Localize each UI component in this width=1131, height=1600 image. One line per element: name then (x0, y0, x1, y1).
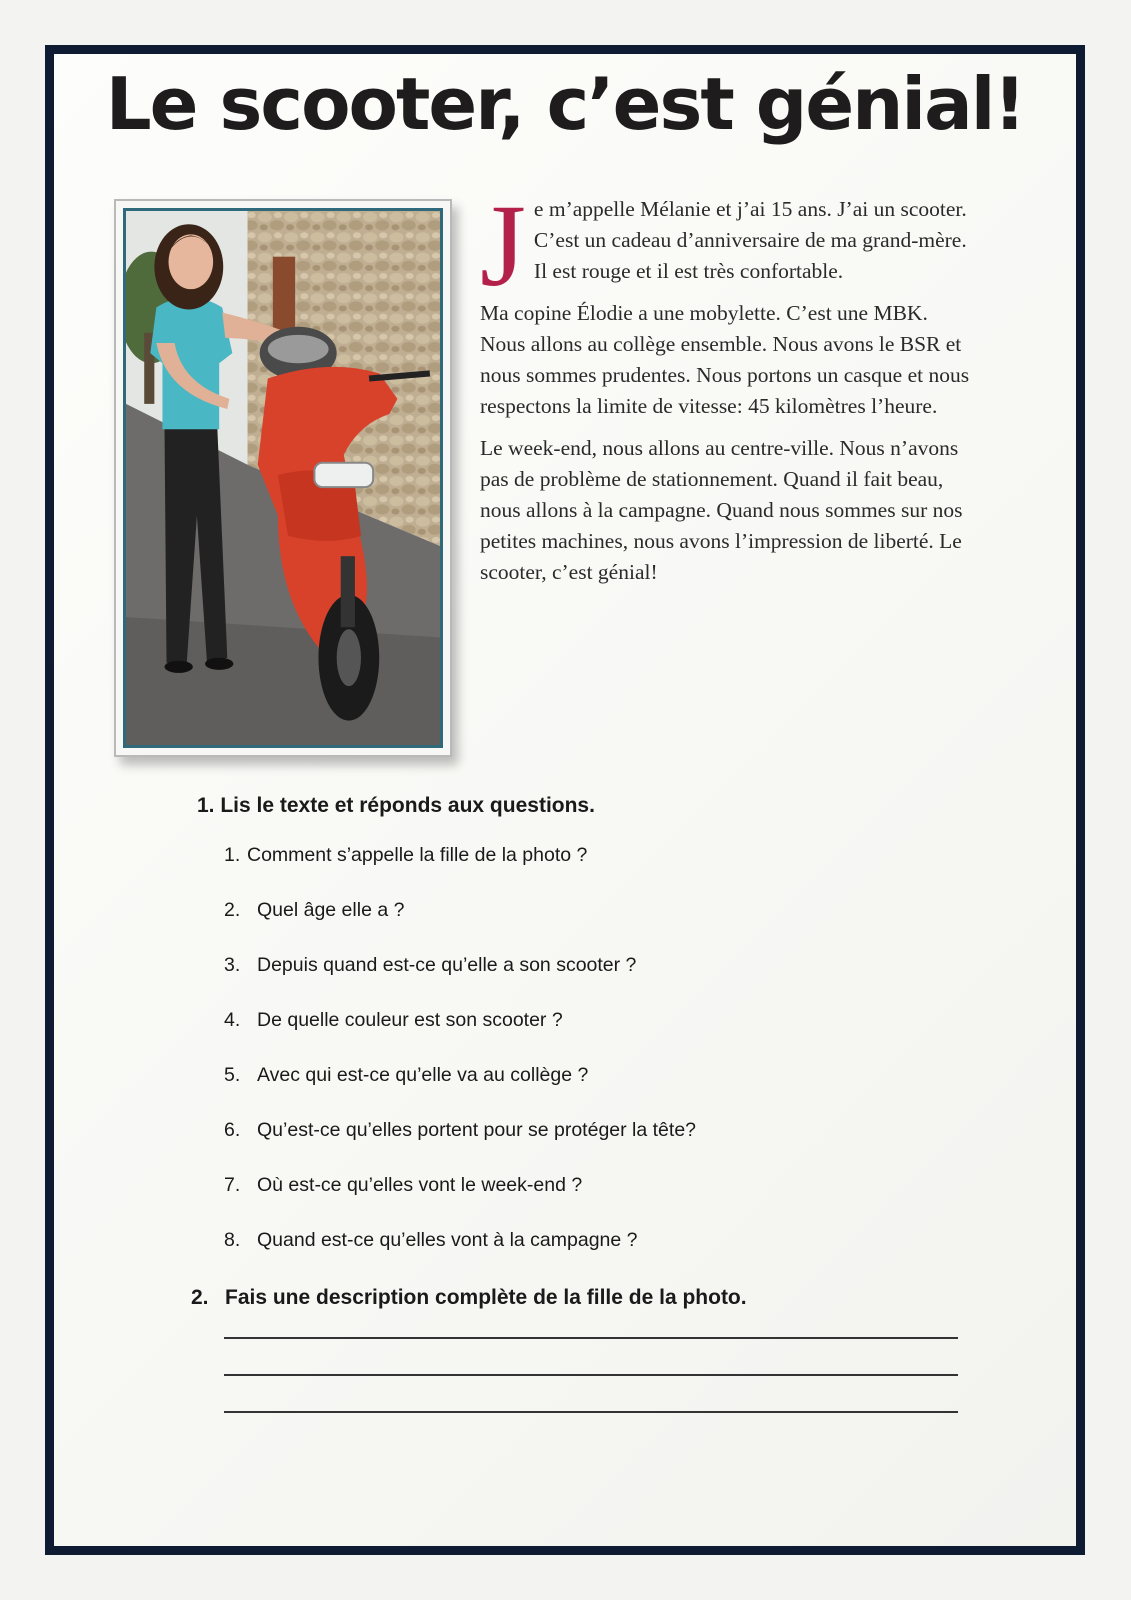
article-paragraph-1 (480, 180, 970, 311)
scooter-photo-illustration (126, 211, 440, 745)
question-item (224, 954, 696, 1009)
exercise-1-title: 1. Lis le texte et réponds aux questions. (197, 794, 595, 817)
question-text: Où est-ce qu’elles vont le week-end ? (257, 1174, 583, 1196)
article-paragraph-2: Ma copine Élodie a une mobylette. C’est une MBK. Nous allons au collège ensemble. Nous avons le BSR et nous sommes prudentes. Nous portons un casque et nous respectons la limite de vitesse: 45 kilomètres l’heure. (480, 301, 970, 418)
exercise-2-title (191, 1286, 747, 1310)
question-number: 5. (224, 1064, 241, 1086)
question-item (224, 844, 696, 899)
question-number: 7. (224, 1174, 241, 1196)
exercise-1-questions (224, 844, 696, 1284)
question-item (224, 1229, 696, 1284)
worksheet-page (45, 45, 1085, 1555)
question-item (224, 899, 696, 954)
question-text: Comment s’appelle la fille de la photo ? (247, 844, 588, 866)
page-title: Le scooter, c’est génial! (105, 62, 1025, 146)
question-number: 3. (224, 954, 241, 976)
question-item (224, 1064, 696, 1119)
article-paragraph-3: Le week-end, nous allons au centre-ville. Nous n’avons pas de problème de stationnement. Quand il fait beau, nous allons à la campagne. Quand nous sommes sur nos petites machines, nous avons l’impression de liberté. Le scooter, c’est génial! (480, 436, 963, 584)
question-text: Depuis quand est-ce qu’elle a son scooter ? (257, 954, 637, 976)
dropcap-letter: J (480, 180, 526, 311)
question-number: 6. (224, 1119, 241, 1141)
question-number: 8. (224, 1229, 241, 1251)
question-text: Quel âge elle a ? (257, 899, 405, 921)
question-text: Avec qui est-ce qu’elle va au collège ? (257, 1064, 589, 1086)
photo-girl-with-scooter (123, 208, 443, 748)
question-number: 1. (224, 844, 241, 866)
question-item (224, 1119, 696, 1174)
answer-line[interactable] (224, 1374, 958, 1376)
photo-frame (114, 199, 452, 757)
answer-line[interactable] (224, 1411, 958, 1413)
question-number: 4. (224, 1009, 241, 1031)
question-text: De quelle couleur est son scooter ? (257, 1009, 563, 1031)
article-text (480, 180, 970, 599)
question-text: Qu’est-ce qu’elles portent pour se protéger la tête? (257, 1119, 697, 1141)
article-paragraph-1-text: e m’appelle Mélanie et j’ai 15 ans. J’ai un scooter. C’est un cadeau d’anniversaire de ma grand-mère. Il est rouge et il est très confortable. (533, 197, 967, 283)
question-item (224, 1174, 696, 1229)
answer-line[interactable] (224, 1337, 958, 1339)
question-item (224, 1009, 696, 1064)
question-number: 2. (224, 899, 241, 921)
exercise-2-text: Fais une description complète de la fille de la photo. (225, 1286, 747, 1309)
question-text: Quand est-ce qu’elles vont à la campagne ? (257, 1229, 638, 1251)
exercise-2-number: 2. (191, 1286, 209, 1309)
